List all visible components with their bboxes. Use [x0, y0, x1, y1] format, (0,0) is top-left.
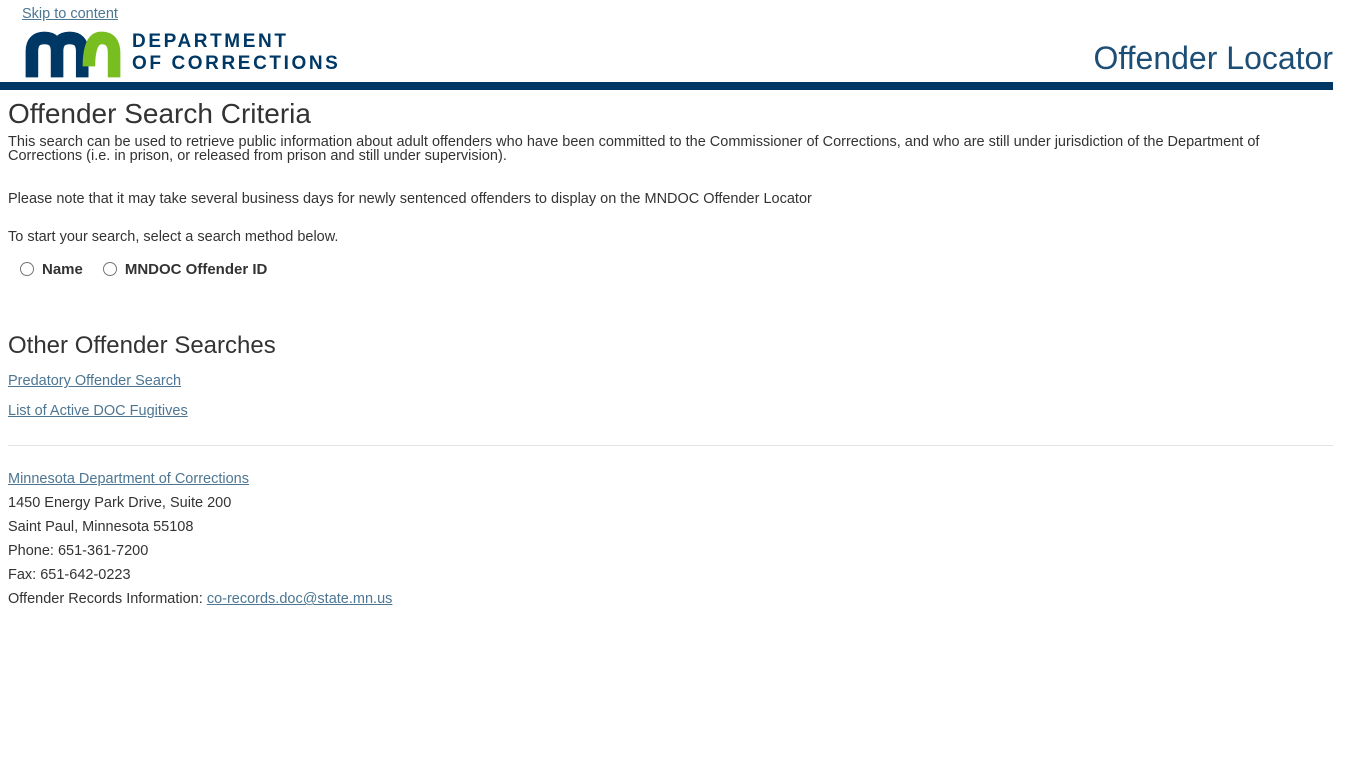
- footer-contact-block: [8, 467, 1333, 611]
- doc-wordmark: [132, 31, 340, 75]
- search-method-name-option[interactable]: [20, 261, 83, 278]
- records-label: Offender Records Information:: [8, 591, 207, 608]
- search-method-group: [20, 261, 1333, 278]
- mn-logo-icon: [20, 27, 126, 79]
- brand-divider-bar: [0, 82, 1333, 90]
- predatory-offender-search-link[interactable]: Predatory Offender Search: [8, 373, 182, 390]
- active-doc-fugitives-link[interactable]: List of Active DOC Fugitives: [8, 403, 188, 420]
- search-method-name-label: Name: [42, 260, 83, 278]
- mn-doc-link[interactable]: Minnesota Department of Corrections: [8, 471, 249, 488]
- doc-logo: [20, 27, 340, 79]
- page-title: Offender Locator: [1093, 39, 1333, 76]
- search-method-offender-id-label: MNDOC Offender ID: [124, 260, 268, 278]
- records-line: [8, 587, 1333, 611]
- search-note-text: Please note that it may take several business days for newly sentenced offenders to display on the MNDOC Offender Locator: [8, 190, 812, 207]
- search-method-name-radio[interactable]: [20, 262, 34, 276]
- footer-divider: [8, 445, 1333, 446]
- search-intro-text: This search can be used to retrieve public information about adult offenders who have been committed to the Commissioner of Corrections, and who are still under jurisdiction of the Department of Corrections (i.e. in prison, or released from prison and still under supervision).: [8, 133, 1260, 164]
- skip-to-content-link[interactable]: Skip to content: [22, 6, 118, 22]
- other-searches-heading: Other Offender Searches: [8, 331, 276, 359]
- address-line-2: Saint Paul, Minnesota 55108: [8, 519, 194, 536]
- doc-wordmark-line2: OF CORRECTIONS: [132, 53, 341, 74]
- fax-line: Fax: 651-642-0223: [8, 567, 131, 584]
- doc-wordmark-line1: DEPARTMENT: [132, 31, 289, 52]
- header: [8, 27, 1333, 79]
- search-instruction-text: To start your search, select a search method below.: [8, 228, 339, 245]
- phone-line: Phone: 651-361-7200: [8, 543, 149, 560]
- search-criteria-heading: Offender Search Criteria: [8, 98, 311, 129]
- address-line-1: 1450 Energy Park Drive, Suite 200: [8, 495, 232, 512]
- search-method-offender-id-radio[interactable]: [103, 262, 117, 276]
- records-email-link[interactable]: co-records.doc@state.mn.us: [206, 591, 393, 608]
- search-method-offender-id-option[interactable]: [103, 261, 268, 278]
